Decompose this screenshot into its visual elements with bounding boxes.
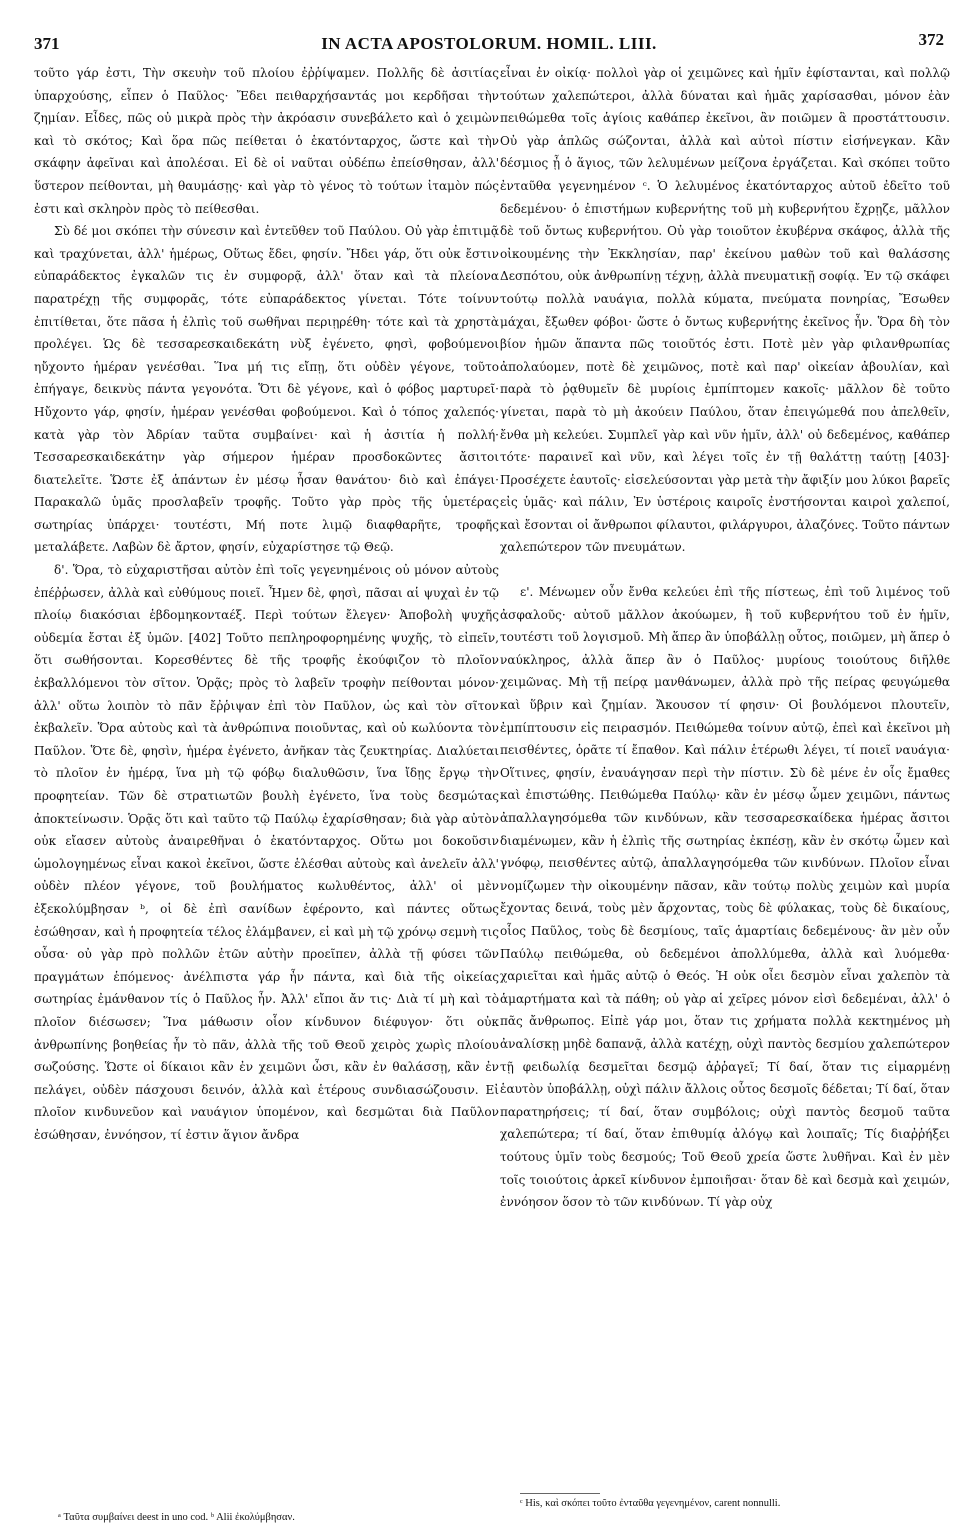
paragraph: τοῦτο γάρ ἐστι, Τὴν σκευὴν τοῦ πλοίου ἐῤῥίψαμεν. Πολλῆς δὲ ἀσιτίας ὑπαρχούσης, εἶπεν ὁ Παῦλος· Ἔδει πειθαρχήσαντάς μοι κερδῆσαι τὴν ζημίαν. Εἶδες, πῶς οὐ μικρὰ πρὸς τὴν ἀκρόασιν συνεβάλετο καὶ ὁ χειμὼν καὶ τὸ σκότος; Καὶ ὅρα πῶς πείθεται ὁ ἑκατόνταρχος, ὥστε καὶ τὴν σκάφην ἀφεῖναι καὶ ἀπολέσαι. Εἰ δὲ οἱ ναῦται οὐδέπω ἐπείσθησαν, ἀλλ' ὕστερον πείθονται, μὴ θαυμάσῃς· καὶ γὰρ τὸ γένος τὸ τούτων ἰταμὸν πώς ἐστι καὶ σκληρὸν πρὸς τὸ πείθεσθαι. [34,66,499,216]
footnote-right: ᶜ His, καὶ σκόπει τοῦτο ἐνταῦθα γεγενημένον, carent nonnulli. [520,1498,781,1509]
footnote-left: ᵃ Ταῦτα συμβαίνει deest in uno cod. ᵇ Alii ἐκολύμβησαν. [58,1512,295,1523]
paragraph: εἶναι ἐν οἰκίᾳ· πολλοὶ γὰρ οἱ χειμῶνες καὶ ἡμῖν ἐφίστανται, καὶ πολλῷ τούτων χαλεπώτεροι, ἀλλὰ δύναται καὶ ἡμᾶς χαρίσασθαι, μόνον ἐὰν πειθώμεθα τοῖς ἁγίοις καθάπερ ἐκεῖνοι, ἂν ποιῶμεν ἃ προστάττουσιν. Οὐ γὰρ ἁπλῶς σώζονται, ἀλλὰ καὶ αὐτοὶ πίστιν εἰσήνεγκαν. Κἂν δέσμιος ᾖ ὁ ἅγιος, τῶν λελυμένων μείζονα ἐργάζεται. Καὶ σκόπει τοῦτο ἐνταῦθα γεγενημένον ᶜ. Ὁ λελυμένος ἑκατόνταρχος αὐτοῦ ἐδεῖτο τοῦ δεδεμένου· ὁ ἐπιστήμων κυβερνήτης τοῦ μὴ κυβερνήτου ἔχρῃζε, μᾶλλον δὲ τοῦ ὄντως κυβερνήτου. Οὐ γὰρ τοιοῦτον ἐκυβέρνα σκάφος, ἀλλὰ τῆς οἰκουμένης τὴν Ἐκκλησίαν, παρ' ἐκείνου μαθὼν τοῦ καὶ θαλάσσης Δεσπότου, οὐκ ἀνθρωπίνῃ τέχνῃ, ἀλλὰ πνευματικῇ σοφίᾳ. Ἐν τῷ σκάφει τούτῳ πολλὰ ναυάγια, πολλὰ κύματα, πνεύματα πονηρίας, Ἔσωθεν μάχαι, ἔξωθεν φόβοι· ὥστε ὁ ὄντως κυβερνήτης ἐκεῖνος ἦν. Ὅρα δὴ τὸν βίον ἡμῶν ἅπαντα πῶς τοιοῦτός ἐστι. Ποτὲ μὲν γὰρ φιλανθρωπίας ἀπολαύομεν, ποτὲ δὲ χειμῶνος, ποτὲ καὶ παρ' οἰκείαν ἀβουλίαν, καὶ παρὰ τὸ ῥᾳθυμεῖν δὲ μυρίοις ἐμπίπτομεν κακοῖς· μᾶλλον δὲ τοῦτο γίνεται, παρὰ τὸ μὴ ἀκούειν Παύλου, ὅταν ἐπειγώμεθά που ἀπελθεῖν, ἔνθα μὴ κελεύει. Συμπλεῖ γὰρ καὶ νῦν ἡμῖν, ἀλλ' οὐ δεδεμένος, καθάπερ τότε· παραινεῖ καὶ νῦν, καὶ λέγει τοῖς ἐν τῇ θαλάττῃ ταύτῃ [403]· Προσέχετε ἑαυτοῖς· εἰσελεύσονται γὰρ μετὰ τὴν ἄφιξίν μου λύκοι βαρεῖς εἰς ὑμᾶς· καὶ πάλιν, Ἐν ὑστέροις καιροῖς ἐνστήσονται καιροὶ χαλεποί, καὶ ἔσονται οἱ ἄνθρωποι φίλαυτοι, φιλάργυροι, ἀλαζόνες. Τοῦτο πάντων χαλεπώτερον τῶν πνευμάτων. [500,66,950,555]
running-title: IN ACTA APOSTOLORUM. HOMIL. LIII. [321,34,657,53]
right-column [500,62,950,1214]
page-header [30,28,948,56]
paragraph: Σὺ δέ μοι σκόπει τὴν σύνεσιν καὶ ἐντεῦθεν τοῦ Παύλου. Οὐ γὰρ ἐπιτιμᾷ καὶ τραχύνεται, ἀλλ' ἡμέρως, Οὕτως ἔδει, φησίν. Ἤδει γάρ, ὅτι οὐκ ἔστιν εὐπαράδεκτος ἐγκαλῶν τις ἐν συμφορᾷ, ἀλλ' ὅταν καὶ τὰ πλείονα παρατρέχῃ τῆς συμφορᾶς, τότε εὐπαράδεκτος γίνεται. Τότε τοίνυν ἐπιτίθεται, ὅτε πᾶσα ἡ ἐλπὶς τοῦ σωθῆναι περιῃρέθη· τότε καὶ τὰ χρηστὰ προλέγει. Ὡς δὲ τεσσαρεσκαιδεκάτη νὺξ ἐγένετο, φησὶ, φοβούμενοι ηὔχοντο ἡμέραν γενέσθαι. Ἵνα μή τις εἴπῃ, ὅτι οὐδὲν γέγονε, τοῦτο ἐπήγαγε, δεικνὺς πάντα γεγονότα. Ὅτι δὲ γέγονε, καὶ ὁ φόβος μαρτυρεῖ· Ηὔχοντο γάρ, φησίν, ἡμέραν γενέσθαι φοβούμενοι. Καὶ ὁ τόπος χαλεπός· κατὰ γὰρ τὸν Ἀδρίαν ταῦτα συμβαίνει· καὶ ἡ ἀσιτία ἡ πολλή· Τεσσαρεσκαιδεκάτην γὰρ σήμερον ἡμέραν προσδοκῶντες ἄσιτοι διατελεῖτε. Ὥστε ἐξ ἁπάντων ἐν μέσῳ ἦσαν θανάτου· διὸ καὶ ἐπάγει· Παρακαλῶ ὑμᾶς προσλαβεῖν τροφῆς. Τοῦτο γὰρ πρὸς τῆς ὑμετέρας σωτηρίας ὑπάρχει· τουτέστι, Μή ποτε λιμῷ διαφθαρῆτε, τροφῆς μεταλάβετε. Λαβὼν δὲ ἄρτον, φησίν, εὐχαρίστησε τῷ Θεῷ. [34,224,499,555]
left-column [34,62,499,1147]
paragraph: δ'. Ὅρα, τὸ εὐχαριστῆσαι αὐτὸν ἐπὶ τοῖς γεγενημένοις οὐ μόνον αὐτοὺς ἐπέῤῥωσεν, ἀλλὰ καὶ εὐθύμους ποιεῖ. Ἦμεν δὲ, φησὶ, πᾶσαι αἱ ψυχαὶ ἐν τῷ πλοίῳ διακόσιαι ἑβδομηκονταέξ. Περὶ τούτων ἔλεγεν· Ἀποβολὴ ψυχῆς οὐδεμία ἔσται ἐξ ὑμῶν. [402] Τοῦτο πεπληροφορημένης ψυχῆς, τὸ εἰπεῖν, ὅτι σωθήσονται. Κορεσθέντες δὲ τῆς τροφῆς ἐκούφιζον τὸ πλοῖον ἐκβαλλόμενοι τὸν σῖτον. Ὁρᾷς; πρὸς τὸ λαβεῖν τροφὴν πείθονται μόνον· ἀλλ' οὕτω λοιπὸν τὸ πᾶν ἔῤῥιψαν ἐπὶ τὸν Παῦλον, ὡς καὶ τὸν σῖτον ἐκβαλεῖν. Ὅρα αὐτοὺς καὶ τὰ ἀνθρώπινα ποιοῦντας, καὶ οὐ κωλύοντα τὸν Παῦλον. Ὅτε δὲ, φησὶν, ἡμέρα ἐγένετο, ἀνῆκαν τὰς ζευκτηρίας. Διαλύεται τὸ πλοῖον ἐν ἡμέρᾳ, ἵνα μὴ τῷ φόβῳ διαλυθῶσιν, ἵνα ἴδῃς ἔργῳ τὴν προφητείαν. Τῶν δὲ στρατιωτῶν βουλὴ ἐγένετο, ἵνα τοὺς δεσμώτας ἀποκτείνωσιν. Ὁρᾷς ὅτι καὶ ταῦτο τῷ Παύλῳ ἐχαρίσθησαν; διὰ γὰρ αὐτὸν οὐκ εἴασεν αὐτοὺς ἀναιρεθῆναι ὁ ἑκατόνταρχος. Οὕτω μοι δοκοῦσιν ὡμολογημένως εἶναι κακοὶ ἐκεῖνοι, ὥστε ἑλέσθαι αὐτοὺς καὶ ἀνελεῖν ἀλλ' οὐδὲν πλέον γέγονε, τοῦ βουλήματος κωλυθέντος, ἀλλ' οἱ μὲν ἐξεκολύμβησαν ᵇ, οἱ δὲ ἐπὶ σανίδων ἐφέροντο, καὶ πάντες οὕτως ἐσώθησαν, καὶ ἡ προφητεία τέλος ἐλάμβανεν, εἰ καὶ μὴ τῷ χρόνῳ σεμνὴ τις οὖσα· οὐ γὰρ πρὸ πολλῶν ἐτῶν αὐτὴν προεῖπεν, ἀλλὰ τῇ φύσει τῶν πραγμάτων ἑπόμενος· ἀνέλπιστα γάρ ἦν πάντα, καὶ διὰ τῆς οἰκείας σωτηρίας ἐμάνθανον τίς ὁ Παῦλος ἦν. Ἀλλ' εἴποι ἄν τις· Διὰ τί μὴ καὶ τὸ πλοῖον διέσωσεν; Ἵνα μάθωσιν οἷον κίνδυνον διέφυγον· ὅτι οὐκ ἀνθρωπίνης βοηθείας ἦν τὸ πᾶν, ἀλλὰ τῆς τοῦ Θεοῦ χειρὸς χωρὶς πλοίου σωζούσης. Ὥστε οἱ δίκαιοι κἂν ἐν χειμῶνι ὦσι, κἂν ἐν θαλάσσῃ, κἂν ἐν πελάγει, οὐδὲν πάσχουσι δεινόν, ἀλλὰ καὶ ἑτέρους συνδιασώζουσιν. Εἰ πλοῖον κινδυνεῦον καὶ ναυάγιον ὑπομένον, καὶ δεσμῶται διὰ Παῦλον ἐσώθησαν, ἐννόησον, τί ἐστιν ἅγιον ἄνδρα [34,563,499,1142]
paragraph: ε'. Μένωμεν οὖν ἔνθα κελεύει ἐπὶ τῆς πίστεως, ἐπὶ τοῦ λιμένος τοῦ ἀσφαλοῦς· αὐτοῦ μᾶλλον ἀκούωμεν, ἢ τοῦ κυβερνήτου τοῦ ἐν ἡμῖν, τουτέστι τοῦ λογισμοῦ. Μὴ ἅπερ ἂν ὑποβάλλῃ οὗτος, ποιῶμεν, μὴ ἅπερ ὁ ναύκληρος, ἀλλὰ ἅπερ ἂν ὁ Παῦλος· μυρίους τοιούτους διῆλθε χειμῶνας. Μὴ τῇ πείρᾳ μανθάνωμεν, ἀλλὰ πρὸ τῆς πείρας φευγώμεθα καὶ ὕβριν καὶ ζημίαν. Ἄκουσον τί φησιν· Οἱ βουλόμενοι πλουτεῖν, ἐμπίπτουσιν εἰς πειρασμόν. Πειθώμεθα τοίνυν αὐτῷ, ἐπεὶ καὶ ἐκεῖνοι μὴ πεισθέντες, ὁρᾶτε τί ἔπαθον. Καὶ πάλιν ἑτέρωθι λέγει, τί ποιεῖ ναυάγια· Οἵτινες, φησίν, ἐναυάγησαν περὶ τὴν πίστιν. Σὺ δὲ μένε ἐν οἷς ἔμαθες καὶ ἐπιστώθης. Πειθώμεθα Παύλῳ· κἂν ἐν μέσῳ ὦμεν χειμῶνι, πάντως ἀπαλλαγησόμεθα τῶν κινδύνων, κἂν τεσσαρεσκαίδεκα ἡμέρας ἄσιτοι διαμένωμεν, κἂν ἡ ἐλπὶς τῆς σωτηρίας ἐκπέσῃ, κἂν ἐν σκότῳ ὦμεν καὶ γνόφῳ, πεισθέντες αὐτῷ, ἀπαλλαγησόμεθα τῶν κινδύνων. Πλοῖον εἶναι νομίζωμεν τὴν οἰκουμένην πᾶσαν, κἂν τούτῳ πολὺς χειμὼν καὶ μυρία ἔχοντας δεινά, τοὺς μὲν ἄρχοντας, τοὺς δὲ φύλακας, τοὺς δὲ δικαίους, οἷος Παῦλος, τοὺς δὲ δεσμίους, ταῖς ἁμαρτίαις δεδεμένους· ἂν μὲν οὖν Παύλῳ πειθώμεθα, οὐ δεδεμένοι ἀπολλύμεθα, ἀλλὰ καὶ λυόμεθα· χαριεῖται καὶ ἡμᾶς αὐτῷ ὁ Θεός. Ἡ οὐκ οἶει δεσμὸν εἶναι χαλεπὸν τὰ ἁμαρτήματα καὶ τὰ πάθη; οὐ γὰρ αἱ χεῖρες μόνον εἰσὶ δεδεμέναι, ἀλλ' ὁ πᾶς ἄνθρωπος. Εἰπὲ γάρ μοι, ὅταν τις χρήματα πολλὰ κεκτημένος μὴ ἀναλίσκῃ μηδὲ δαπανᾷ, ἀλλὰ κατέχῃ, οὐχὶ παντὸς δεσμίου χαλεπώτερον τῇ φειδωλίᾳ δεσμεῖται δεσμῷ ἀῤῥαγεῖ; Τί δαί, ὅταν τις εἱμαρμένῃ ἑαυτὸν ὑποβάλλῃ, οὐχὶ πάλιν ἄλλοις οὗτος δεσμοῖς δέδεται; Τί δαί, ὅταν παρατηρήσεις; τί δαί, ὅταν συμβόλοις; οὐχὶ παντὸς δεσμοῦ ταῦτα χαλεπώτερα; τί δαί, ὅταν ἐπιθυμίᾳ ἀλόγῳ καὶ λοιπαῖς; Τίς διαῤῥήξει τούτους ὑμῖν τοὺς δεσμούς; Τοῦ Θεοῦ χρεία ὥστε λυθῆναι. Καὶ ἐν μὲν τοῖς τοιούτοις ἀρκεῖ κίνδυνον ἐμποιῆσαι· ὅταν δὲ καὶ δεσμὰ καὶ χειμών, ἐννόησον ὅσον τὸ τῶν κινδύνων. Τί γὰρ οὐχ [500,585,950,1210]
footnote-rule [520,1493,600,1494]
page-number-right: 372 [918,30,944,49]
page-number-left: 371 [34,34,60,53]
